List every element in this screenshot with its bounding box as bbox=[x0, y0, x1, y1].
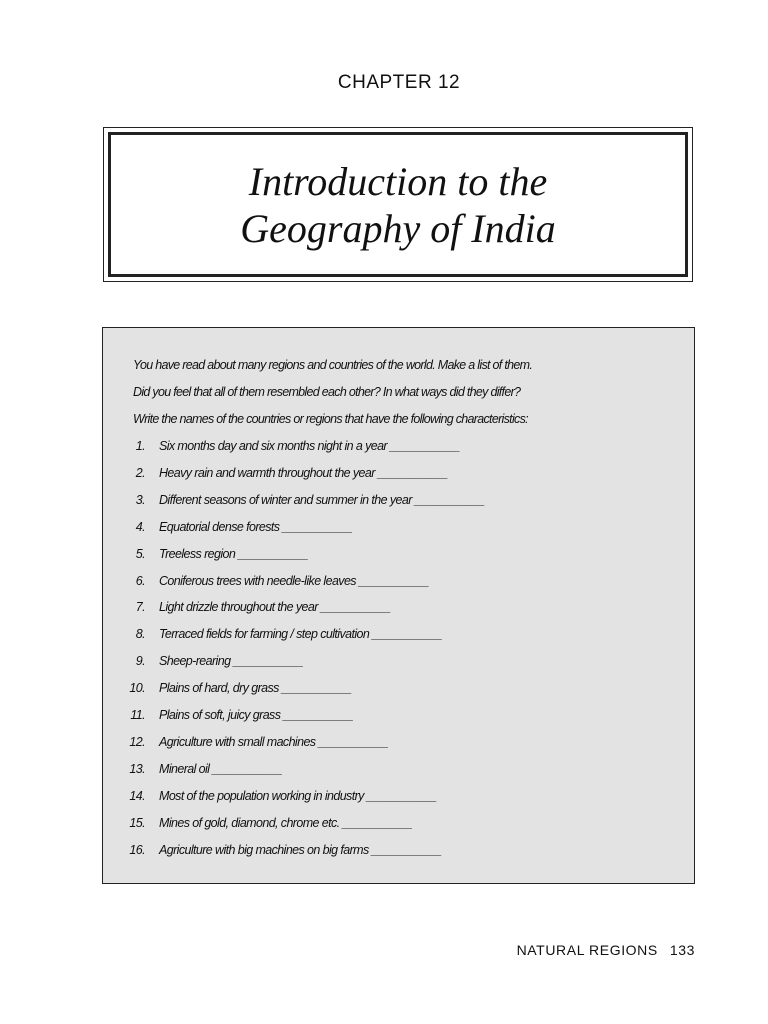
list-item-number: 11. bbox=[130, 708, 145, 722]
activity-prompt-2: Did you feel that all of them resembled each other? In what ways did they differ? bbox=[133, 385, 521, 399]
list-item-number: 2. bbox=[135, 465, 145, 480]
chapter-title-line-2: Geography of India bbox=[240, 205, 556, 251]
list-item-number: 1. bbox=[135, 439, 145, 453]
title-frame-inner bbox=[108, 132, 688, 277]
list-item bbox=[103, 735, 663, 753]
list-item bbox=[103, 816, 663, 834]
list-item-text: Sheep-rearing ___________ bbox=[159, 654, 304, 669]
list-item bbox=[103, 843, 663, 861]
chapter-title-line-1: Introduction to the bbox=[248, 158, 548, 204]
list-item-number: 3. bbox=[135, 492, 145, 507]
list-item bbox=[103, 600, 663, 618]
list-item bbox=[103, 466, 663, 484]
list-item bbox=[103, 520, 663, 538]
activity-box bbox=[102, 327, 695, 884]
list-item bbox=[103, 493, 663, 511]
activity-prompt-3: Write the names of the countries or regions that have the following characteristics: bbox=[133, 412, 528, 426]
list-item-number: 16. bbox=[129, 842, 145, 857]
list-item-text: Coniferous trees with needle-like leaves ___________ bbox=[159, 573, 429, 588]
list-item-number: 8. bbox=[135, 627, 145, 642]
list-item-text: Heavy rain and warmth throughout the year ___________ bbox=[159, 465, 448, 480]
list-item-text: Light drizzle throughout the year ___________ bbox=[159, 600, 391, 615]
list-item bbox=[103, 547, 663, 565]
list-item-text: Different seasons of winter and summer in the year ___________ bbox=[159, 492, 485, 507]
list-item bbox=[103, 789, 663, 807]
list-item bbox=[103, 574, 663, 592]
list-item-text: Terraced fields for farming / step cultivation ___________ bbox=[159, 627, 442, 642]
chapter-label: CHAPTER 12 bbox=[337, 72, 461, 93]
list-item-number: 4. bbox=[135, 519, 145, 534]
footer-section-name: NATURAL REGIONS bbox=[516, 942, 658, 958]
list-item bbox=[103, 439, 663, 457]
list-item-text: Equatorial dense forests ___________ bbox=[159, 519, 353, 534]
activity-prompt-1: You have read about many regions and countries of the world. Make a list of them. bbox=[133, 358, 533, 372]
list-item-number: 6. bbox=[135, 573, 145, 588]
title-frame bbox=[103, 127, 693, 282]
list-item bbox=[103, 627, 663, 645]
list-item-number: 9. bbox=[135, 654, 145, 669]
list-item-text: Plains of soft, juicy grass ___________ bbox=[159, 708, 354, 722]
list-item-number: 15. bbox=[129, 815, 145, 830]
list-item-number: 5. bbox=[135, 546, 145, 561]
list-item-number: 13. bbox=[129, 761, 145, 776]
list-item-text: Agriculture with small machines ___________ bbox=[159, 734, 389, 749]
list-item-text: Six months day and six months night in a year ___________ bbox=[159, 439, 460, 453]
list-item-number: 7. bbox=[135, 600, 145, 615]
page-footer bbox=[517, 942, 695, 958]
list-item bbox=[103, 654, 663, 672]
list-item-number: 14. bbox=[129, 788, 145, 803]
list-item-number: 10. bbox=[129, 681, 145, 696]
page-number: 133 bbox=[669, 942, 695, 958]
list-item-text: Agriculture with big machines on big farms ___________ bbox=[159, 842, 442, 857]
list-item-text: Mines of gold, diamond, chrome etc. ___________ bbox=[159, 815, 413, 830]
list-item bbox=[103, 681, 663, 699]
list-item-text: Plains of hard, dry grass ___________ bbox=[159, 681, 352, 696]
list-item-number: 12. bbox=[129, 734, 145, 749]
list-item bbox=[103, 708, 663, 726]
list-item bbox=[103, 762, 663, 780]
list-item-text: Mineral oil ___________ bbox=[159, 761, 283, 776]
list-item-text: Most of the population working in industry ___________ bbox=[159, 788, 437, 803]
list-item-text: Treeless region ___________ bbox=[159, 546, 308, 561]
